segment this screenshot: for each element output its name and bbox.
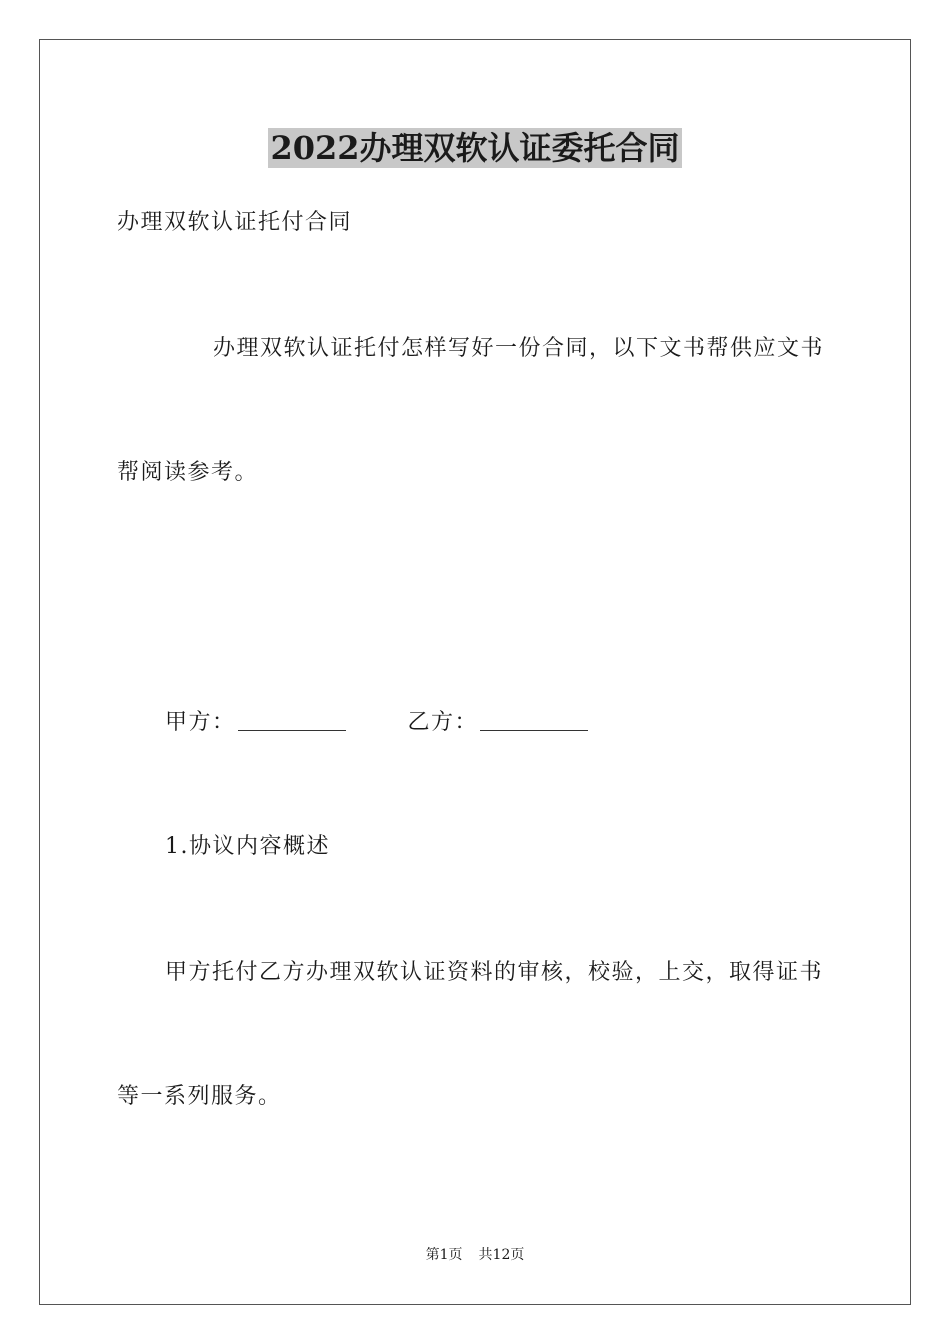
party-a-blank — [238, 710, 346, 731]
page-total: 共12页 — [478, 1247, 525, 1263]
parties-line — [165, 708, 588, 738]
document-subtitle: 办理双软认证托付合同 — [117, 210, 353, 235]
page-number: 第1页 — [425, 1247, 463, 1263]
intro-paragraph-line-1: 办理双软认证托付怎样写好一份合同，以下文书帮供应文书 — [213, 336, 825, 361]
section-1-line-1: 甲方托付乙方办理双软认证资料的审核，校验，上交，取得证书 — [165, 960, 824, 985]
document-title: 2022办理双软认证委托合同 — [270, 129, 680, 167]
intro-paragraph-line-2: 帮阅读参考。 — [117, 460, 259, 485]
section-1-heading: 1.协议内容概述 — [165, 834, 330, 859]
party-a-label: 甲方： — [165, 710, 236, 735]
title-container — [0, 128, 950, 168]
page-footer — [0, 1245, 950, 1265]
party-b-blank — [480, 710, 588, 731]
party-b-label: 乙方： — [407, 710, 479, 735]
section-1-line-2: 等一系列服务。 — [117, 1084, 282, 1109]
